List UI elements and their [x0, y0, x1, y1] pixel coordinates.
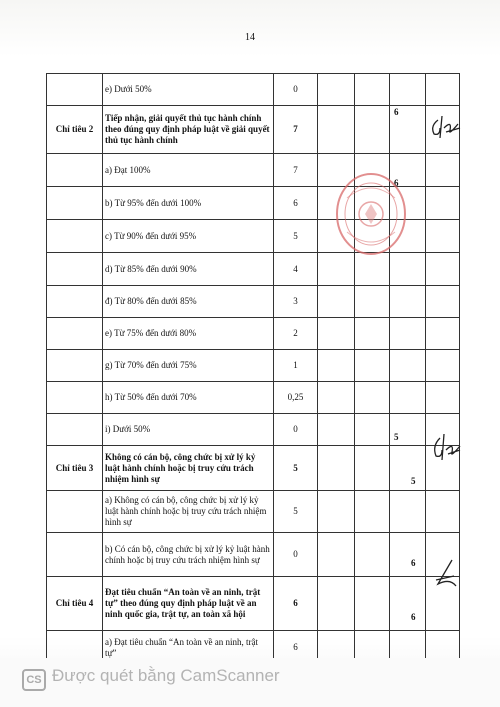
criterion-score: 7: [274, 106, 318, 154]
signature-icon: [432, 556, 460, 590]
criterion-label: [47, 220, 103, 253]
handwritten-score: 6: [394, 107, 399, 117]
criterion-content: a) Đạt 100%: [103, 154, 274, 187]
table-row: [47, 577, 460, 631]
criterion-label: Chỉ tiêu 3: [47, 446, 103, 491]
criterion-label: [47, 286, 103, 318]
criterion-content: b) Có cán bộ, công chức bị xử lý kỷ luật hành chính hoặc bị truy cứu trách nhiệm hình sự: [103, 533, 274, 577]
criterion-score: 6: [274, 577, 318, 631]
criterion-content: Đạt tiêu chuẩn “An toàn về an ninh, trật tự” theo đúng quy định pháp luật về an ninh quốc gia, trật tự, an toàn xã hội: [103, 577, 274, 631]
criterion-score: 5: [274, 491, 318, 533]
criterion-score: 4: [274, 253, 318, 286]
criterion-content: c) Từ 90% đến dưới 95%: [103, 220, 274, 253]
handwritten-score: 6: [411, 612, 416, 622]
criterion-content: Tiếp nhận, giải quyết thủ tục hành chính theo đúng quy định pháp luật về giải quyết thủ tục hành chính: [103, 106, 274, 154]
criterion-score: 2: [274, 318, 318, 350]
signature-icon: [430, 430, 462, 464]
watermark-text: Được quét bằng CamScanner: [52, 666, 280, 685]
criterion-content: g) Từ 70% đến dưới 75%: [103, 350, 274, 382]
table-row: [47, 74, 460, 106]
criterion-score: 0: [274, 414, 318, 446]
criterion-content: i) Dưới 50%: [103, 414, 274, 446]
criterion-content: e) Từ 75% đến dưới 80%: [103, 318, 274, 350]
table-row: [47, 446, 460, 491]
criterion-label: [47, 74, 103, 106]
criterion-content: h) Từ 50% đến dưới 70%: [103, 382, 274, 414]
table-row: [47, 286, 460, 318]
criterion-content: d) Từ 85% đến dưới 90%: [103, 253, 274, 286]
criterion-label: Chỉ tiêu 2: [47, 106, 103, 154]
criterion-content: đ) Từ 80% đến dưới 85%: [103, 286, 274, 318]
criterion-score: 1: [274, 350, 318, 382]
table-row: [47, 350, 460, 382]
table-row: [47, 382, 460, 414]
criterion-label: [47, 382, 103, 414]
criterion-score: 5: [274, 220, 318, 253]
signature-icon: [428, 110, 462, 142]
criterion-score: 6: [274, 187, 318, 220]
criterion-label: [47, 533, 103, 577]
criterion-content: e) Dưới 50%: [103, 74, 274, 106]
criterion-label: [47, 491, 103, 533]
criterion-score: 0: [274, 74, 318, 106]
criterion-label: [47, 414, 103, 446]
criterion-score: 6: [274, 631, 318, 665]
criterion-score: 5: [274, 446, 318, 491]
criterion-score: 0,25: [274, 382, 318, 414]
criterion-score: 0: [274, 533, 318, 577]
table-row: [47, 533, 460, 577]
official-seal-icon: [332, 168, 410, 260]
criterion-score: 7: [274, 154, 318, 187]
criterion-label: [47, 350, 103, 382]
criterion-label: Chỉ tiêu 4: [47, 577, 103, 631]
table-row: [47, 491, 460, 533]
criterion-score: 3: [274, 286, 318, 318]
criterion-label: [47, 318, 103, 350]
criterion-label: [47, 253, 103, 286]
page-number: 14: [245, 32, 255, 43]
camscanner-logo-icon: CS: [22, 669, 46, 691]
criterion-content: b) Từ 95% đến dưới 100%: [103, 187, 274, 220]
handwritten-score: 5: [411, 476, 416, 486]
criterion-label: [47, 187, 103, 220]
handwritten-score: 6: [411, 558, 416, 568]
criterion-content: Không có cán bộ, công chức bị xử lý kỷ luật hành chính hoặc bị truy cứu trách nhiệm hình sự: [103, 446, 274, 491]
table-row: [47, 318, 460, 350]
criterion-content: a) Đạt tiêu chuẩn “An toàn về an ninh, trật tự”: [103, 631, 274, 665]
criteria-table: [46, 73, 460, 665]
criterion-label: [47, 154, 103, 187]
handwritten-score: 6: [394, 178, 399, 188]
handwritten-score: 5: [394, 432, 399, 442]
criterion-content: a) Không có cán bộ, công chức bị xử lý kỷ luật hành chính hoặc bị truy cứu trách nhiệm hình sự: [103, 491, 274, 533]
